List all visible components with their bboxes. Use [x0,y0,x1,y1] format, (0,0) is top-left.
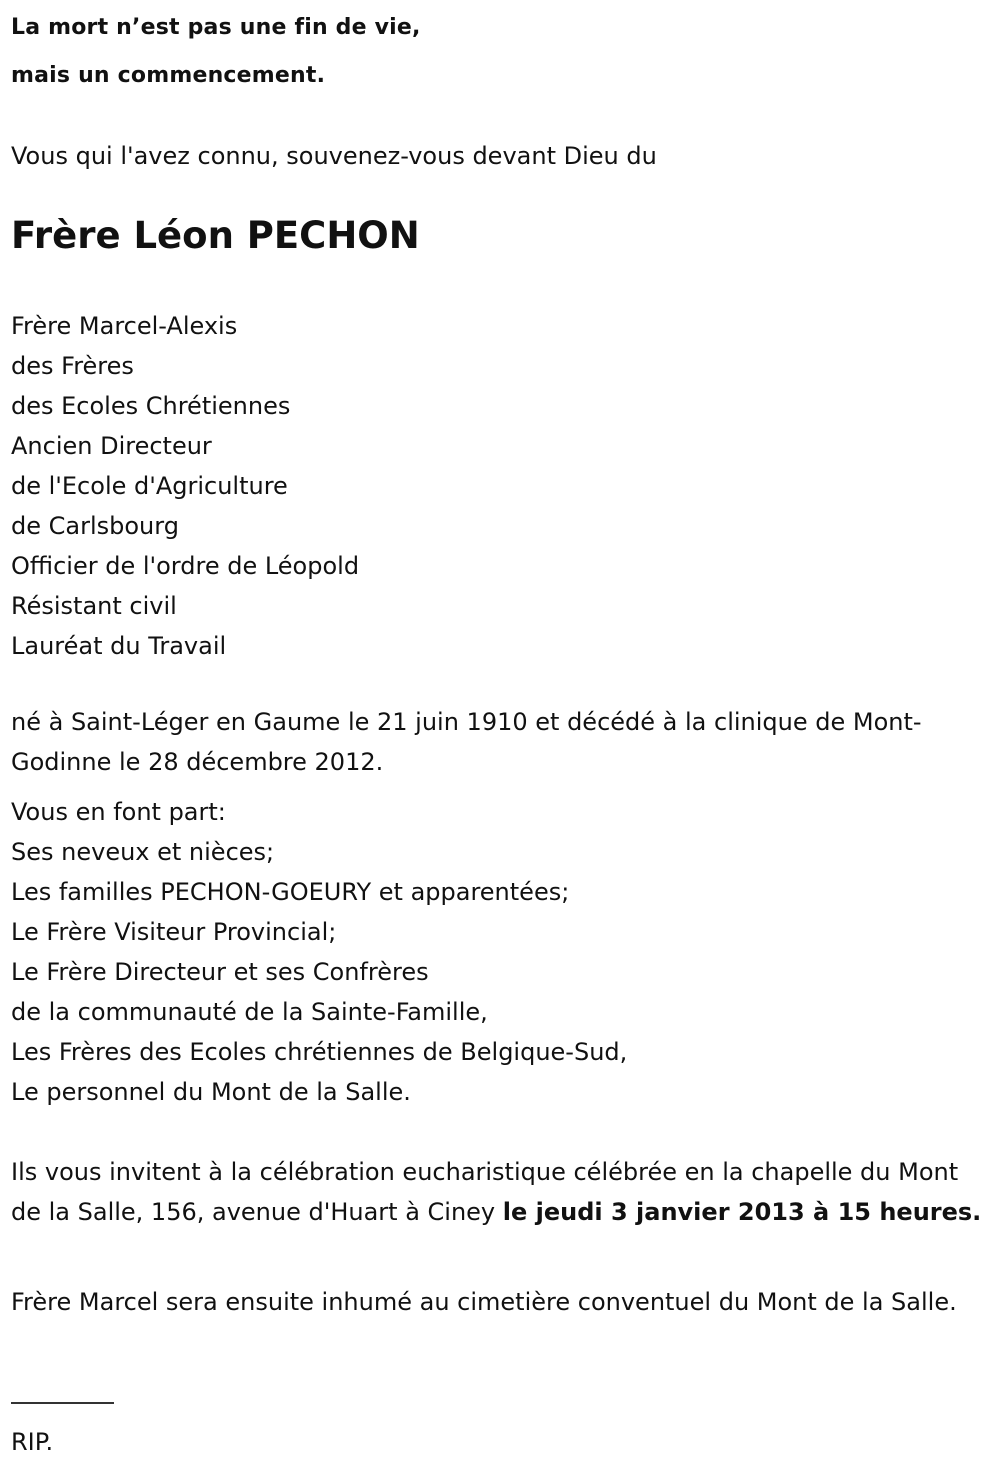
family-line: de la communauté de la Sainte-Famille, [11,998,488,1026]
titles-list [11,306,359,666]
family-line: Vous en font part: [11,798,226,826]
title-line: Résistant civil [11,592,177,620]
invitation-text [11,1152,993,1232]
family-list [11,792,627,1112]
title-line: Frère Marcel-Alexis [11,312,238,340]
family-line: Les Frères des Ecoles chrétiennes de Belgique-Sud, [11,1038,628,1066]
family-line: Le Frère Visiteur Provincial; [11,918,337,946]
birth-death-text: né à Saint-Léger en Gaume le 21 juin 1910 et décédé à la clinique de Mont-Godinne le 28 décembre 2012. [11,708,922,776]
family-line: Ses neveux et nièces; [11,838,275,866]
invitation-date: le jeudi 3 janvier 2013 à 15 heures. [502,1198,982,1226]
title-line: Lauréat du Travail [11,632,227,660]
family-line: Les familles PECHON-GOEURY et apparentées; [11,878,570,906]
invitation-body: Ils vous invitent à la célébration eucharistique célébrée en la chapelle du Mont de la Salle, 156, avenue d'Huart à Ciney [11,1158,959,1226]
closing-text: RIP. [11,1428,54,1456]
title-line: de Carlsbourg [11,512,179,540]
family-line: Le Frère Directeur et ses Confrères [11,958,429,986]
quote-line-2: mais un commencement. [11,63,326,88]
title-line: Ancien Directeur [11,432,212,460]
burial-text: Frère Marcel sera ensuite inhumé au cimetière conventuel du Mont de la Salle. [11,1288,957,1316]
deceased-name: Frère Léon PECHON [11,214,420,257]
title-line: Officier de l'ordre de Léopold [11,552,360,580]
divider [11,1402,114,1404]
quote-line-1: La mort n’est pas une fin de vie, [11,15,421,40]
title-line: des Ecoles Chrétiennes [11,392,291,420]
title-line: de l'Ecole d'Agriculture [11,472,288,500]
family-line: Le personnel du Mont de la Salle. [11,1078,411,1106]
title-line: des Frères [11,352,134,380]
intro-text: Vous qui l'avez connu, souvenez-vous devant Dieu du [11,142,657,170]
